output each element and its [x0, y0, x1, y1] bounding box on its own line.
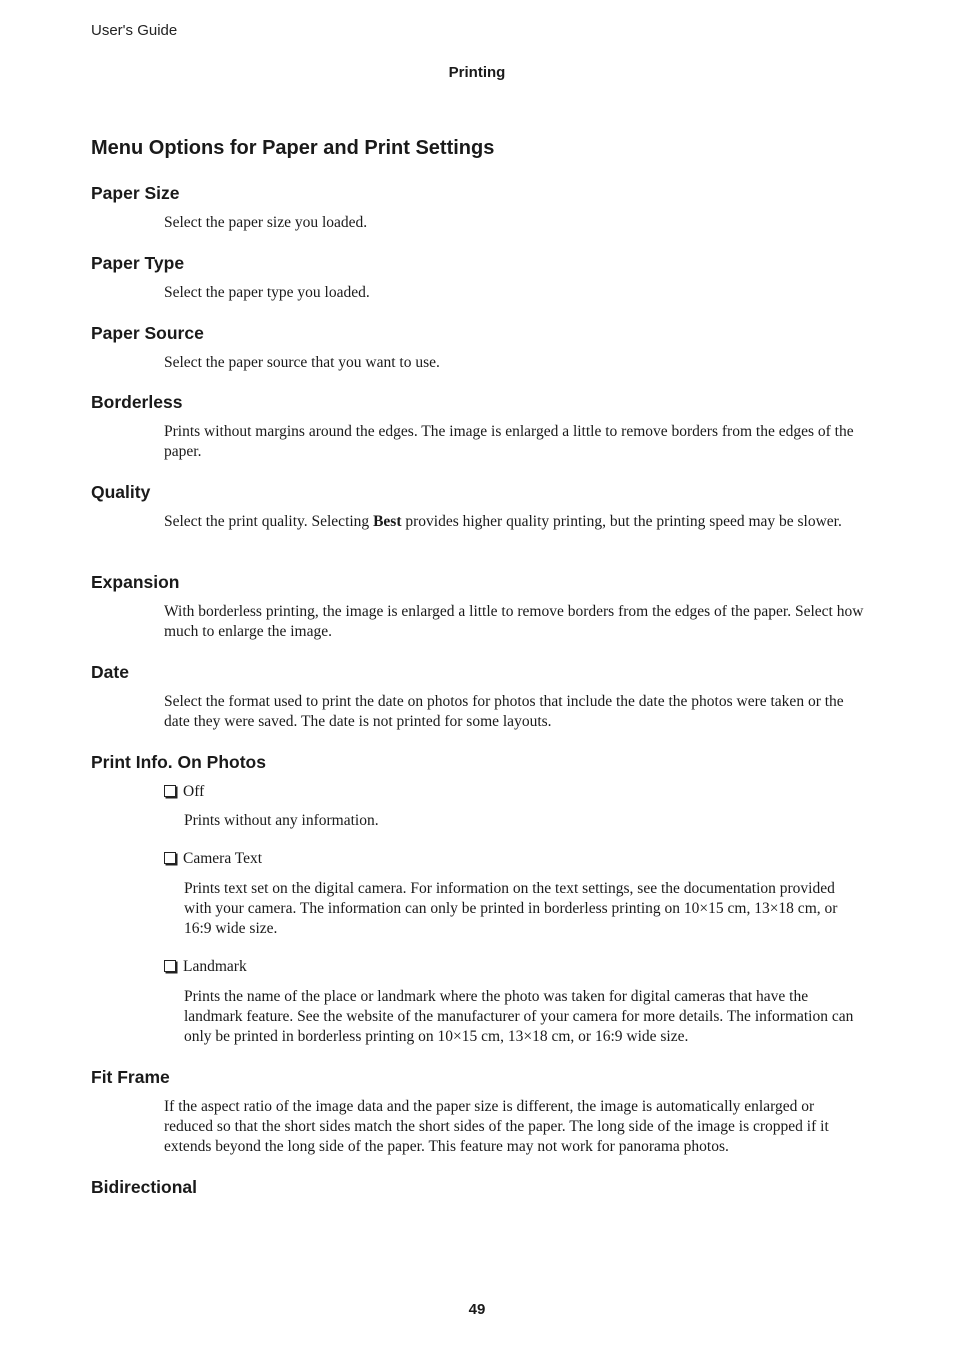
heading-paper-size: Paper Size — [91, 183, 180, 203]
page-title: Menu Options for Paper and Print Settings — [91, 137, 495, 159]
option-camera-text-label: Camera Text — [183, 850, 263, 867]
paragraph-paper-type: Select the paper type you loaded. — [164, 284, 370, 301]
heading-paper-source: Paper Source — [91, 323, 204, 343]
paragraph-quality — [164, 512, 864, 532]
quality-text-before: Select the print quality. Selecting — [164, 513, 374, 530]
option-landmark-description: Prints the name of the place or landmark where the photo was taken for digital cameras that have the landmark feature. See the website of the manufacturer of your camera for more details. The information can only be printed in borderless printing on 10×15 cm, 13×18 cm, or 16:9 wide size. — [184, 988, 854, 1045]
heading-expansion: Expansion — [91, 572, 180, 592]
paragraph-paper-size: Select the paper size you loaded. — [164, 214, 368, 231]
paragraph-expansion: With borderless printing, the image is enlarged a little to remove borders from the edges of the paper. Select how much to enlarge the image. — [164, 603, 864, 640]
option-off-description: Prints without any information. — [184, 812, 379, 829]
paragraph-date: Select the format used to print the date on photos for photos that include the date the photos were taken or the date they were saved. The date is not printed for some layouts. — [164, 693, 844, 730]
quality-best-emphasis: Best — [373, 513, 402, 530]
heading-date: Date — [91, 662, 129, 682]
paragraph-fit-frame: If the aspect ratio of the image data and the paper size is different, the image is automatically enlarged or reduced so that the short sides match the short sides of the paper. The long side of the image is cropped if it extends beyond the long side of the paper. This feature may not work for panorama photos. — [164, 1098, 829, 1155]
heading-quality: Quality — [91, 482, 151, 502]
heading-fit-frame: Fit Frame — [91, 1067, 170, 1087]
option-camera-text-description: Prints text set on the digital camera. For information on the text settings, see the documentation provided with your camera. The information can only be printed in borderless printing on 10×15 cm, 13×18 cm, or 16:9 wide size. — [184, 880, 838, 937]
option-landmark-label: Landmark — [183, 958, 247, 975]
option-off — [164, 782, 204, 802]
quality-text-after: provides higher quality printing, but the printing speed may be slower. — [401, 513, 842, 530]
paragraph-paper-source: Select the paper source that you want to use. — [164, 354, 440, 371]
option-off-label: Off — [183, 783, 205, 800]
running-header-guide: User's Guide — [91, 22, 178, 39]
heading-borderless: Borderless — [91, 392, 183, 412]
checkbox-bullet-icon — [164, 960, 176, 972]
heading-paper-type: Paper Type — [91, 253, 185, 273]
page-number: 49 — [468, 1301, 486, 1318]
running-header-section: Printing — [448, 64, 506, 81]
paragraph-borderless: Prints without margins around the edges. The image is enlarged a little to remove borders from the edges of the paper. — [164, 423, 854, 460]
checkbox-bullet-icon — [164, 785, 176, 797]
heading-bidirectional: Bidirectional — [91, 1177, 197, 1197]
option-camera-text — [164, 849, 262, 869]
checkbox-bullet-icon — [164, 852, 176, 864]
heading-print-info: Print Info. On Photos — [91, 752, 266, 772]
option-landmark — [164, 957, 247, 977]
